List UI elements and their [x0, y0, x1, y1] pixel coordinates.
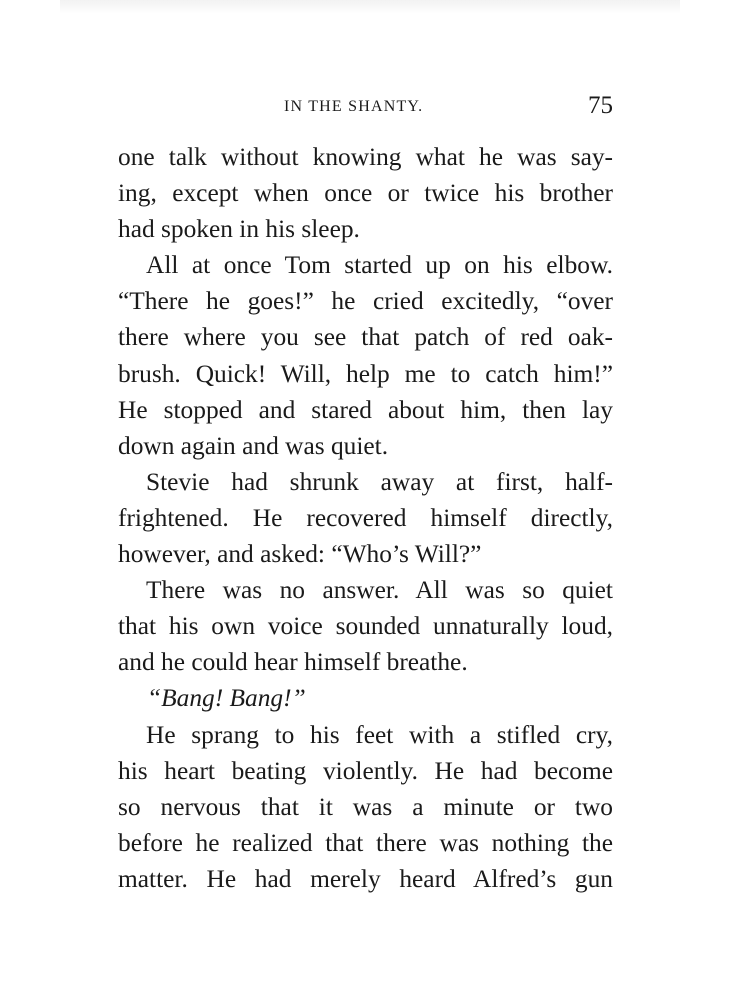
scan-edge-shadow [60, 0, 680, 14]
running-head [117, 92, 615, 122]
text-line: He stopped and stared about him, then lay [118, 395, 613, 424]
page-number: 75 [588, 92, 613, 119]
text-line: and he could hear himself breathe. [118, 648, 468, 677]
text-line: There was no answer. All was so quiet [146, 576, 613, 605]
text-line: ing, except when once or twice his brother [118, 179, 613, 208]
text-line: one talk without knowing what he was say- [118, 143, 613, 171]
body-text [118, 139, 613, 897]
text-line: frightened. He recovered himself directly, [118, 503, 613, 532]
text-line: down again and was quiet. [118, 431, 389, 460]
text-line: matter. He had merely heard Alfred’s gun [118, 864, 613, 893]
text-line: there where you see that patch of red oak- [118, 323, 613, 352]
text-line: He sprang to his feet with a stifled cry, [146, 720, 613, 749]
text-line: so nervous that it was a minute or two [118, 792, 613, 821]
text-line: before he realized that there was nothing the [118, 828, 613, 857]
text-line: that his own voice sounded unnaturally loud, [118, 612, 613, 641]
text-line: his heart beating violently. He had become [118, 756, 613, 785]
text-line: brush. Quick! Will, help me to catch him!” [118, 359, 613, 388]
text-line: “There he goes!” he cried excitedly, “over [118, 287, 613, 316]
text-line: Stevie had shrunk away at first, half- [146, 467, 613, 496]
text-line: “Bang! Bang!” [147, 684, 306, 713]
running-title: IN THE SHANTY. [284, 98, 424, 115]
text-line: All at once Tom started up on his elbow. [146, 251, 613, 280]
text-line: however, and asked: “Who’s Will?” [118, 540, 482, 569]
text-line: had spoken in his sleep. [118, 215, 360, 244]
